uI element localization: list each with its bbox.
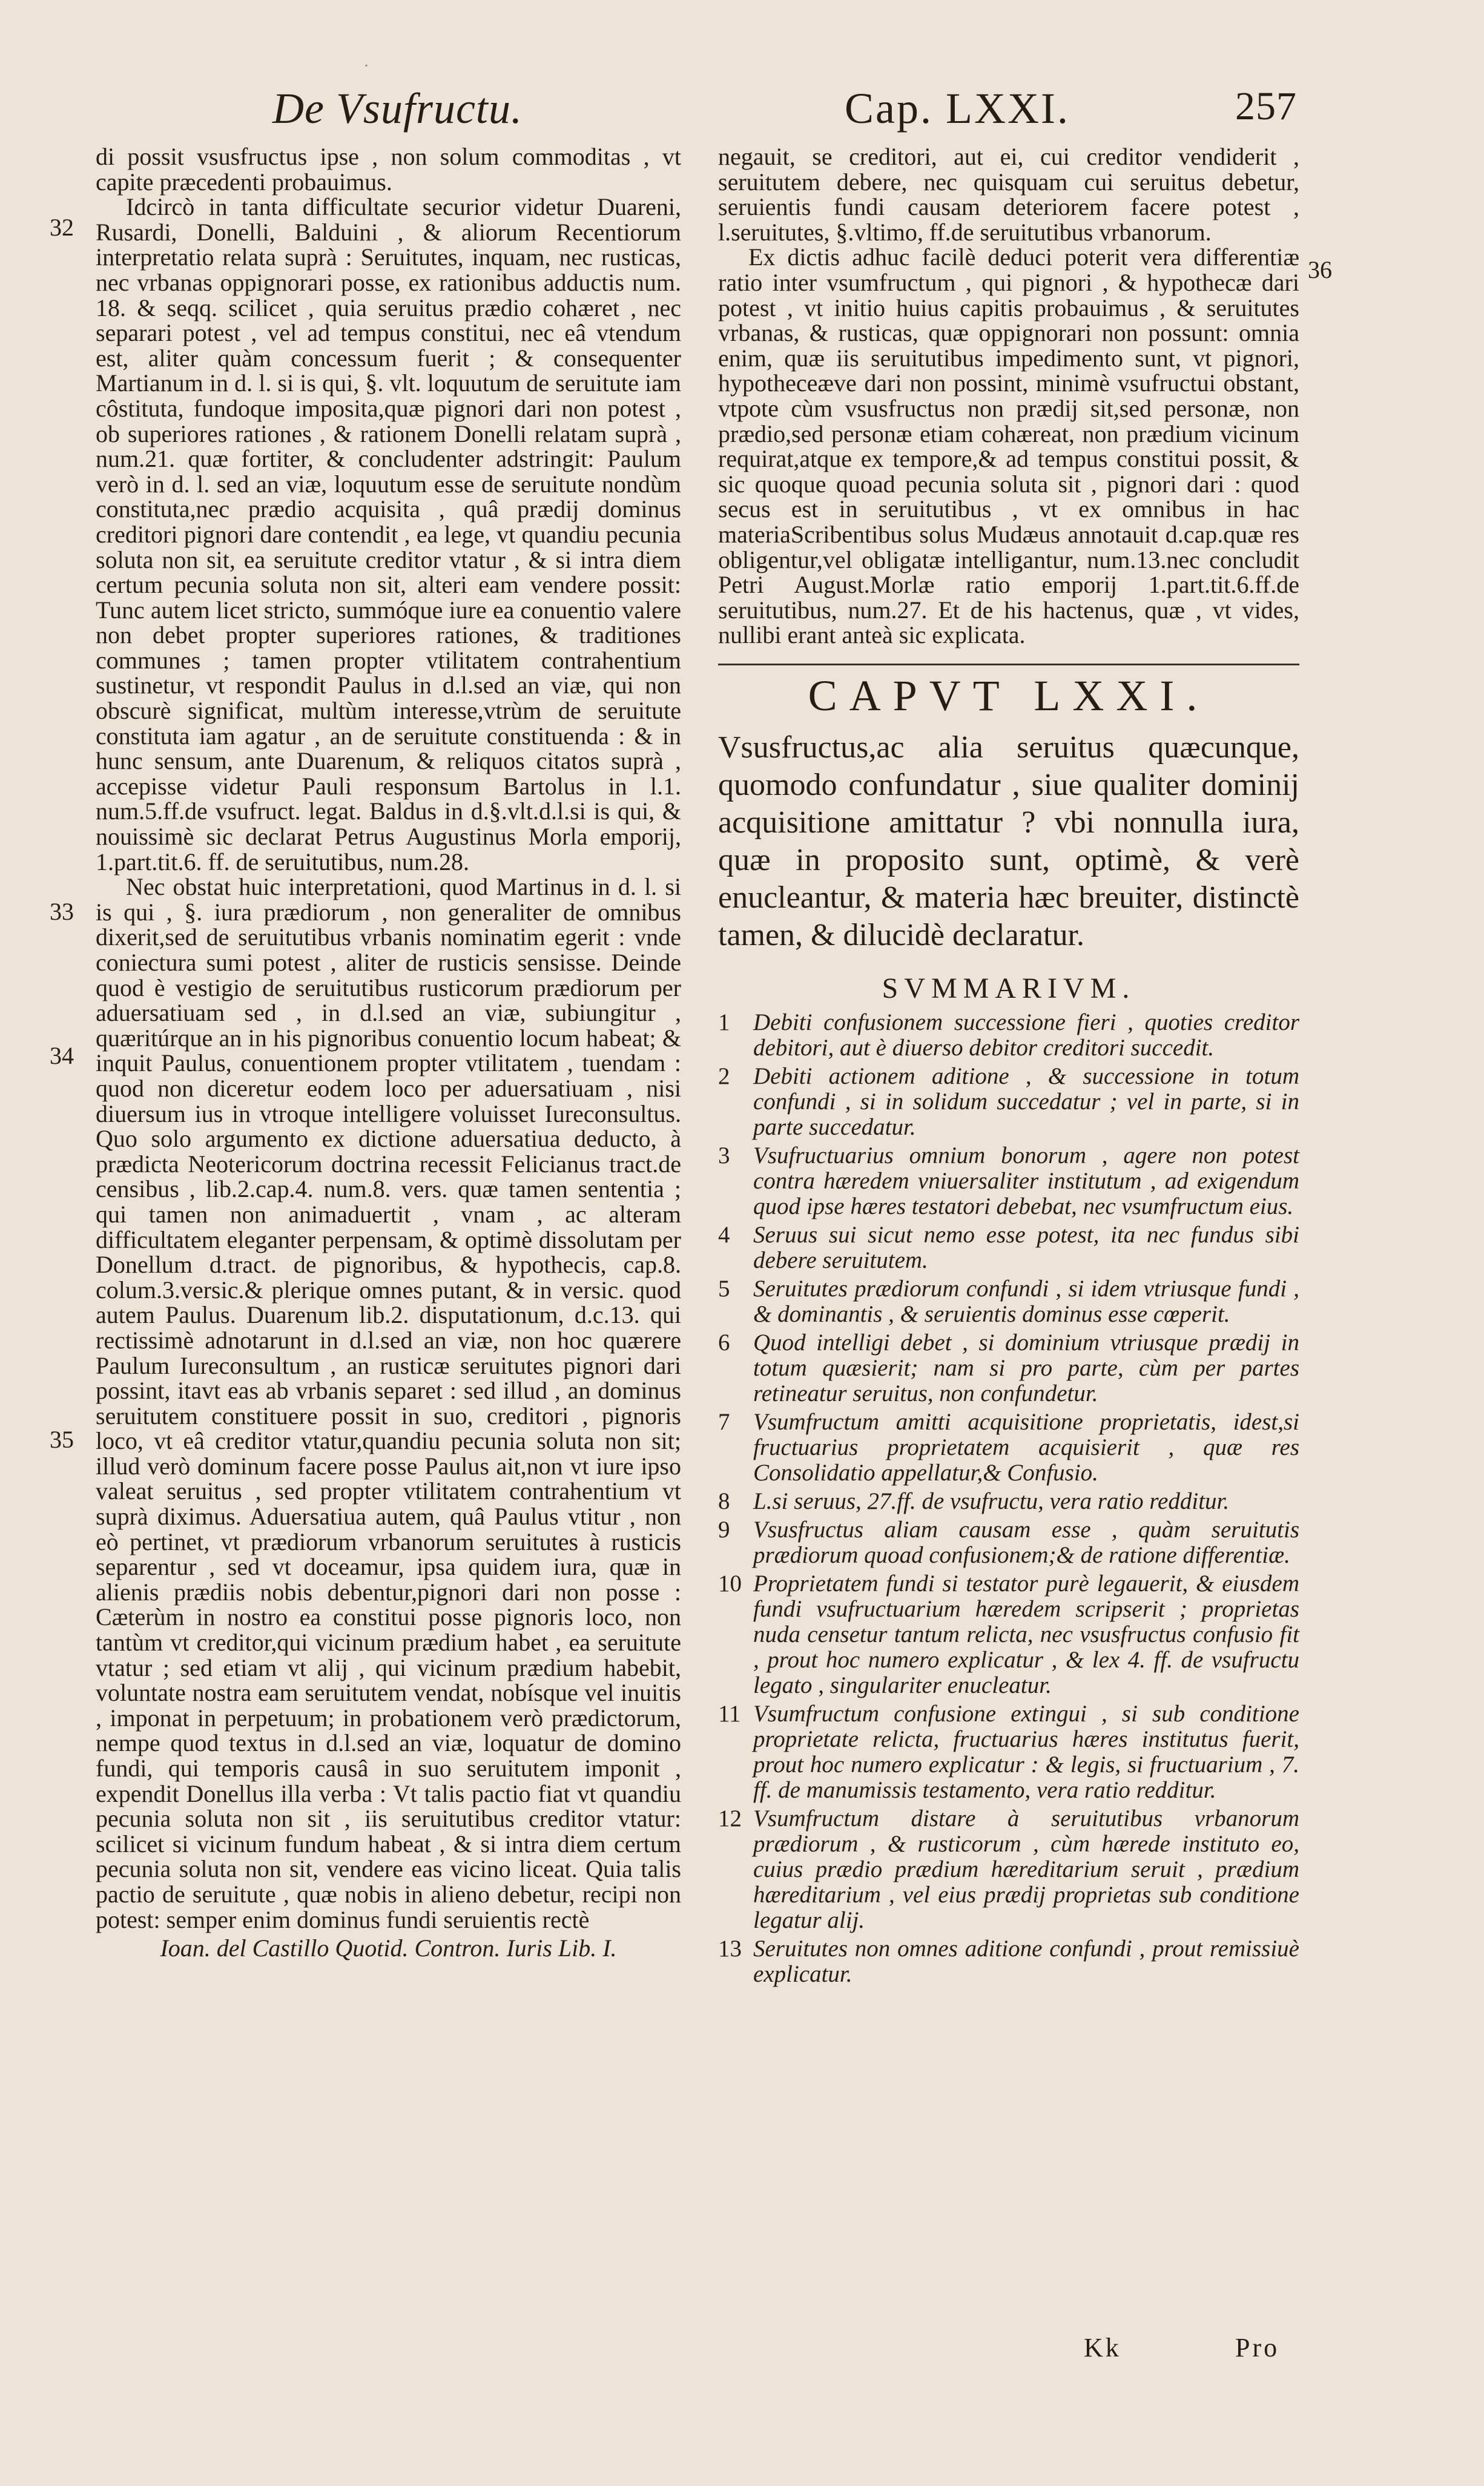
summarium-item-text: Seruitutes prædiorum confundi , si idem vtriusque fundi , & dominantis , & seruientis dominus esse cœperit. xyxy=(753,1276,1299,1328)
summarium-item-number: 8 xyxy=(718,1488,730,1515)
margin-number-32: 32 xyxy=(50,214,74,241)
summarium-item-number: 11 xyxy=(718,1701,741,1727)
summarium-item xyxy=(718,1936,1299,1987)
margin-number-34: 34 xyxy=(50,1042,74,1069)
summarium-item-number: 3 xyxy=(718,1142,730,1169)
summarium-list xyxy=(718,1010,1299,1987)
summarium-item-text: Vsumfructum confusione extingui , si sub conditione proprietate relicta, fructuarius hæres institutus fuerit, prout hoc numero explicatur : & legis, si fructuarium , 7. ff. de manumissis testamento, vera ratio redditur. xyxy=(753,1701,1299,1804)
summarium-item-text: L.si seruus, 27.ff. de vsufructu, vera ratio redditur. xyxy=(753,1488,1230,1515)
summarium-item-text: Quod intelligi debet , si dominium vtriusque prædij in totum quæsierit; nam si pro parte, cùm per partes retineatur seruitus, non confundetur. xyxy=(753,1330,1299,1407)
left-footer: Ioan. del Castillo Quotid. Contron. Iuris Lib. I. xyxy=(160,1934,617,1962)
summarium-item xyxy=(718,1410,1299,1486)
margin-number-35: 35 xyxy=(50,1426,74,1453)
summarium-item-text: Vsumfructum distare à seruitutibus vrbanorum prædiorum , & rusticorum , cùm hærede instituto eo, cuius prædio prædium hæreditarium seruit , prædium hæreditarium , vel eius prædij proprietas sub conditione legatur alij. xyxy=(753,1805,1299,1934)
summarium-item-number: 7 xyxy=(718,1409,730,1436)
chapter-title: CAPVT LXXI. xyxy=(808,671,1210,720)
summarium-item xyxy=(718,1064,1299,1140)
summarium-item-text: Vsufructuarius omnium bonorum , agere non potest contra hæredem vniuersaliter institutum , ad exigendum quod ipse hæres testatori debebat, nec vsumfructum eius. xyxy=(753,1142,1299,1220)
summarium-item-text: Debiti confusionem successione fieri , quoties creditor debitori, aut è diuerso debitor creditori succedit. xyxy=(753,1009,1299,1061)
left-paragraph-2: Idcircò in tanta difficultate securior videtur Duareni, Rusardi, Donelli, Balduini , & aliorum Recentiorum interpretatio relata suprà : Seruitutes, inquam, nec rusticas, nec vrbanas oppignorari posse, ex rationibus adductis num. 18. & seqq. scilicet , quia seruitus prædio cohæret , nec separari potest , vel ad tempus constitui, nec eâ vtendum est, aliter quàm concessum fuerit ; & consequenter Martianum in d. l. si is qui, §. vlt. loquutum de seruitute iam côstituta, fundoque imposita,quæ pignori dari non potest , ob superiores rationes , & rationem Donelli relatam suprà , num.21. quæ fortiter, & concludenter adstringit: Paulum verò in d. l. sed an viæ, loquutum esse de seruitute nondùm constituta,nec prædio acquisita , quâ prædij dominus creditori pignori dare contendit , ea lege, vt quandiu pecunia soluta non sit, ea seruitute creditor vtatur , & si intra diem certum pecunia soluta non sit, alteri eam vendere possit: Tunc autem licet stricto, summóque iure ea conuentio valere non debet propter superiores rationes, & traditiones communes ; tamen propter vtilitatem contrahentium sustinetur, vt respondit Paulus in d.l.sed an viæ, qui non obscurè significat, multùm interesse,vtrùm de seruitute constituta iam agatur , an de seruitute constituenda : & in hunc sensum, ante Duarenum, & reliquos citatos suprà , accepisse videtur Pauli responsum Bartolus in l.1. num.5.ff.de vsufruct. legat. Baldus in d.§.vlt.d.l.si is qui, & nouissimè sic declarat Petrus Augustinus Morla emporij, 1.part.tit.6. ff. de seruitutibus, num.28. xyxy=(96,193,681,875)
summarium-title: SVMMARIVM. xyxy=(882,972,1136,1005)
summarium-item xyxy=(718,1489,1299,1514)
right-paragraph-2: Ex dictis adhuc facilè deduci poterit vera differentiæ ratio inter vsumfructum , qui pignori , & hypothecæ dari potest , vt initio huius capitis probauimus , & seruitutes vrbanas, & rusticas, quæ oppignorari non possunt: omnia enim, quæ iis seruitutibus impedimento sunt, vt pignori, hypotheceæve dari non possint, minimè vsufructui obstant, vtpote cùm vsusfructus non prædij sit,sed personæ, non prædio,sed personæ etiam cohæreat, non prædium vicinum requirat,atque ex tempore,& ad tempus constitui possit, & sic quoque quoad pecunia soluta sit , pignori dari : quod secus est in seruitutibus , vt ex omnibus in hac materiaScribentibus solus Mudæus annotauit d.cap.quæ res obligentur,vel obligatæ intelligantur, num.13.nec concludit Petri August.Morlæ ratio emporij 1.part.tit.6.ff.de seruitutibus, num.27. Et de his hactenus, quæ , vt vides, nullibi erant anteà sic explicata. xyxy=(718,243,1299,649)
pencil-mark: · xyxy=(363,56,369,76)
summarium-item-number: 13 xyxy=(718,1936,742,1962)
summarium-item xyxy=(718,1571,1299,1698)
summarium-item xyxy=(718,1806,1299,1933)
left-paragraph-3: Nec obstat huic interpretationi, quod Martinus in d. l. si is qui , §. iura prædiorum , non generaliter de omnibus dixerit,sed de seruitutibus vrbanis nominatim egerit : vnde coniectura sumi potest , aliter de rusticis sensisse. Deinde quod è vestigio de seruitutibus rusticorum prædiorum per aduersatiuam sed , in d.l.sed an viæ, subiungitur , quæritúrque an in his pignoribus conuentio locum habeat; & inquit Paulus, conuentionem propter vtilitatem , tuendam : quod non diceretur eodem loco per aduersatiuam , nisi diuersum ius in vtroque intelligere voluisset Iureconsultus. Quo solo argumento ex dictione aduersatiua deducto, à prædicta Neotericorum doctrina recessit Felicianus tract.de censibus , lib.2.cap.4. num.8. vers. quæ tamen sententia ; qui tamen non animaduertit , vnam , ac alteram difficultatem eleganter perpensam, & optimè dissolutam per Donellum d.tract. de pignoribus, & hypothecis, cap.8. colum.3.versic.& plerique omnes putant, & in versic. quod autem Paulus. Duarenum lib.2. disputationum, d.c.13. qui rectissimè adnotarunt in d.l.sed an viæ, non hoc quærere Paulum Iureconsultum , an rusticæ seruitutes pignori dari possint, itavt eas ab vrbanis separet : sed illud , an dominus seruitutem constituere possit in suo, creditori , pignoris loco, vt eâ creditor vtatur,quandiu pecunia soluta non sit; illud verò dominum facere posse Paulus ait,non vt iure ipso valeat seruitus , sed propter vtilitatem contrahentium vt suprà diximus. Aduersatiua autem, quâ Paulus vtitur , non eò pertinet, vt prædiorum vrbanorum seruitutes à rusticis separentur , sed vt doceamur, ipsa quidem iura, quæ in alienis prædiis nobis debentur,pignori dari non posse : Cæterùm in nostro ea constitui posse pignoris loco, non tantùm vt creditor,qui vicinum prædium habet , ea seruitute vtatur ; sed etiam vt alij , qui vicinum prædium habebit, voluntate nostra eam seruitutem vendat, nobísque vel inuitis , imponat in perpetuum; in probationem verò prædictorum, nempe quod textus in d.l.sed an viæ, loquatur de domino fundi, qui temporis causâ in suo seruitutem imponit , expendit Donellus illa verba : Vt talis pactio fiat vt quandiu pecunia soluta non sit , iis seruitutibus creditor vtatur: scilicet si vicinum fundum habeat , & si intra diem certum pecunia soluta non sit, vendere eas vicino liceat. Quia talis pactio de seruitute , quæ nobis in alieno debetur, recipi non potest: semper enim dominus fundi seruientis rectè xyxy=(96,873,681,1933)
summarium-item-text: Seruus sui sicut nemo esse potest, ita nec fundus sibi debere seruitutem. xyxy=(753,1222,1299,1274)
summarium-item-text: Vsumfructum amitti acquisitione proprietatis, idest,si fructuarius proprietatem acquisierit , quæ res Consolidatio appellatur,& Confusio. xyxy=(753,1409,1299,1486)
summarium-item-text: Debiti actionem aditione , & successione in totum confundi , si in solidum succedatur ; vel in parte, si in parte succedatur. xyxy=(753,1063,1299,1141)
running-chapter: Cap. LXXI. xyxy=(845,84,1070,133)
summarium-item xyxy=(718,1276,1299,1327)
summarium-item xyxy=(718,1222,1299,1273)
right-column xyxy=(718,144,1299,1990)
summarium-item xyxy=(718,1010,1299,1061)
summarium-item xyxy=(718,1330,1299,1406)
summarium-item-text: Vsusfructus aliam causam esse , quàm seruitutis prædiorum quoad confusionem;& de ratione differentiæ. xyxy=(753,1517,1299,1569)
running-title: De Vsufructu. xyxy=(272,84,523,133)
summarium-item-number: 2 xyxy=(718,1063,730,1090)
right-paragraph-1: negauit, se creditori, aut ei, cui creditor vendiderit , seruitutem debere, nec quisquam cui seruitus debetur, seruientis fundi causam deteriorem facere potest , l.seruitutes, §.vltimo, ff.de seruitutibus vrbanorum. xyxy=(718,143,1299,246)
left-column xyxy=(96,144,681,1961)
summarium-item-number: 6 xyxy=(718,1330,730,1356)
summarium-item-number: 10 xyxy=(718,1571,742,1597)
summarium-item-number: 1 xyxy=(718,1009,730,1036)
catchword: Pro xyxy=(1235,2333,1280,2362)
signature-mark: Kk xyxy=(1084,2333,1121,2362)
summarium-item-number: 12 xyxy=(718,1805,742,1832)
summarium-item-text: Seruitutes non omnes aditione confundi , prout remissiuè explicatur. xyxy=(753,1936,1299,1988)
page-number: 257 xyxy=(1235,84,1297,128)
section-rule xyxy=(718,664,1299,665)
summarium-item-number: 4 xyxy=(718,1222,730,1248)
left-paragraph-1: di possit vsusfructus ipse , non solum commoditas , vt capite præcedenti probauimus. xyxy=(96,143,681,196)
margin-number-33: 33 xyxy=(50,898,74,925)
summarium-item xyxy=(718,1517,1299,1568)
chapter-description: Vsusfructus,ac alia seruitus quæcunque, quomodo confundatur , siue qualiter dominij acquisitione amittatur ? vbi nonnulla iura, quæ in proposito sunt, optimè, & verè enucleantur, & materia hæc breuiter, distinctè tamen, & dilucidè declaratur. xyxy=(718,730,1299,953)
summarium-item-number: 5 xyxy=(718,1276,730,1302)
margin-number-36: 36 xyxy=(1308,256,1332,283)
summarium-item-number: 9 xyxy=(718,1517,730,1543)
summarium-item xyxy=(718,1701,1299,1803)
summarium-item-text: Proprietatem fundi si testator purè legauerit, & eiusdem fundi vsufructuarium hæredem scripserit ; proprietas nuda censetur tantum relicta, nec vsusfructus confusio fit , prout hoc numero explicatur , & lex 4. ff. de vsufructu legato , singulariter enucleatur. xyxy=(753,1571,1299,1699)
summarium-item xyxy=(718,1143,1299,1219)
